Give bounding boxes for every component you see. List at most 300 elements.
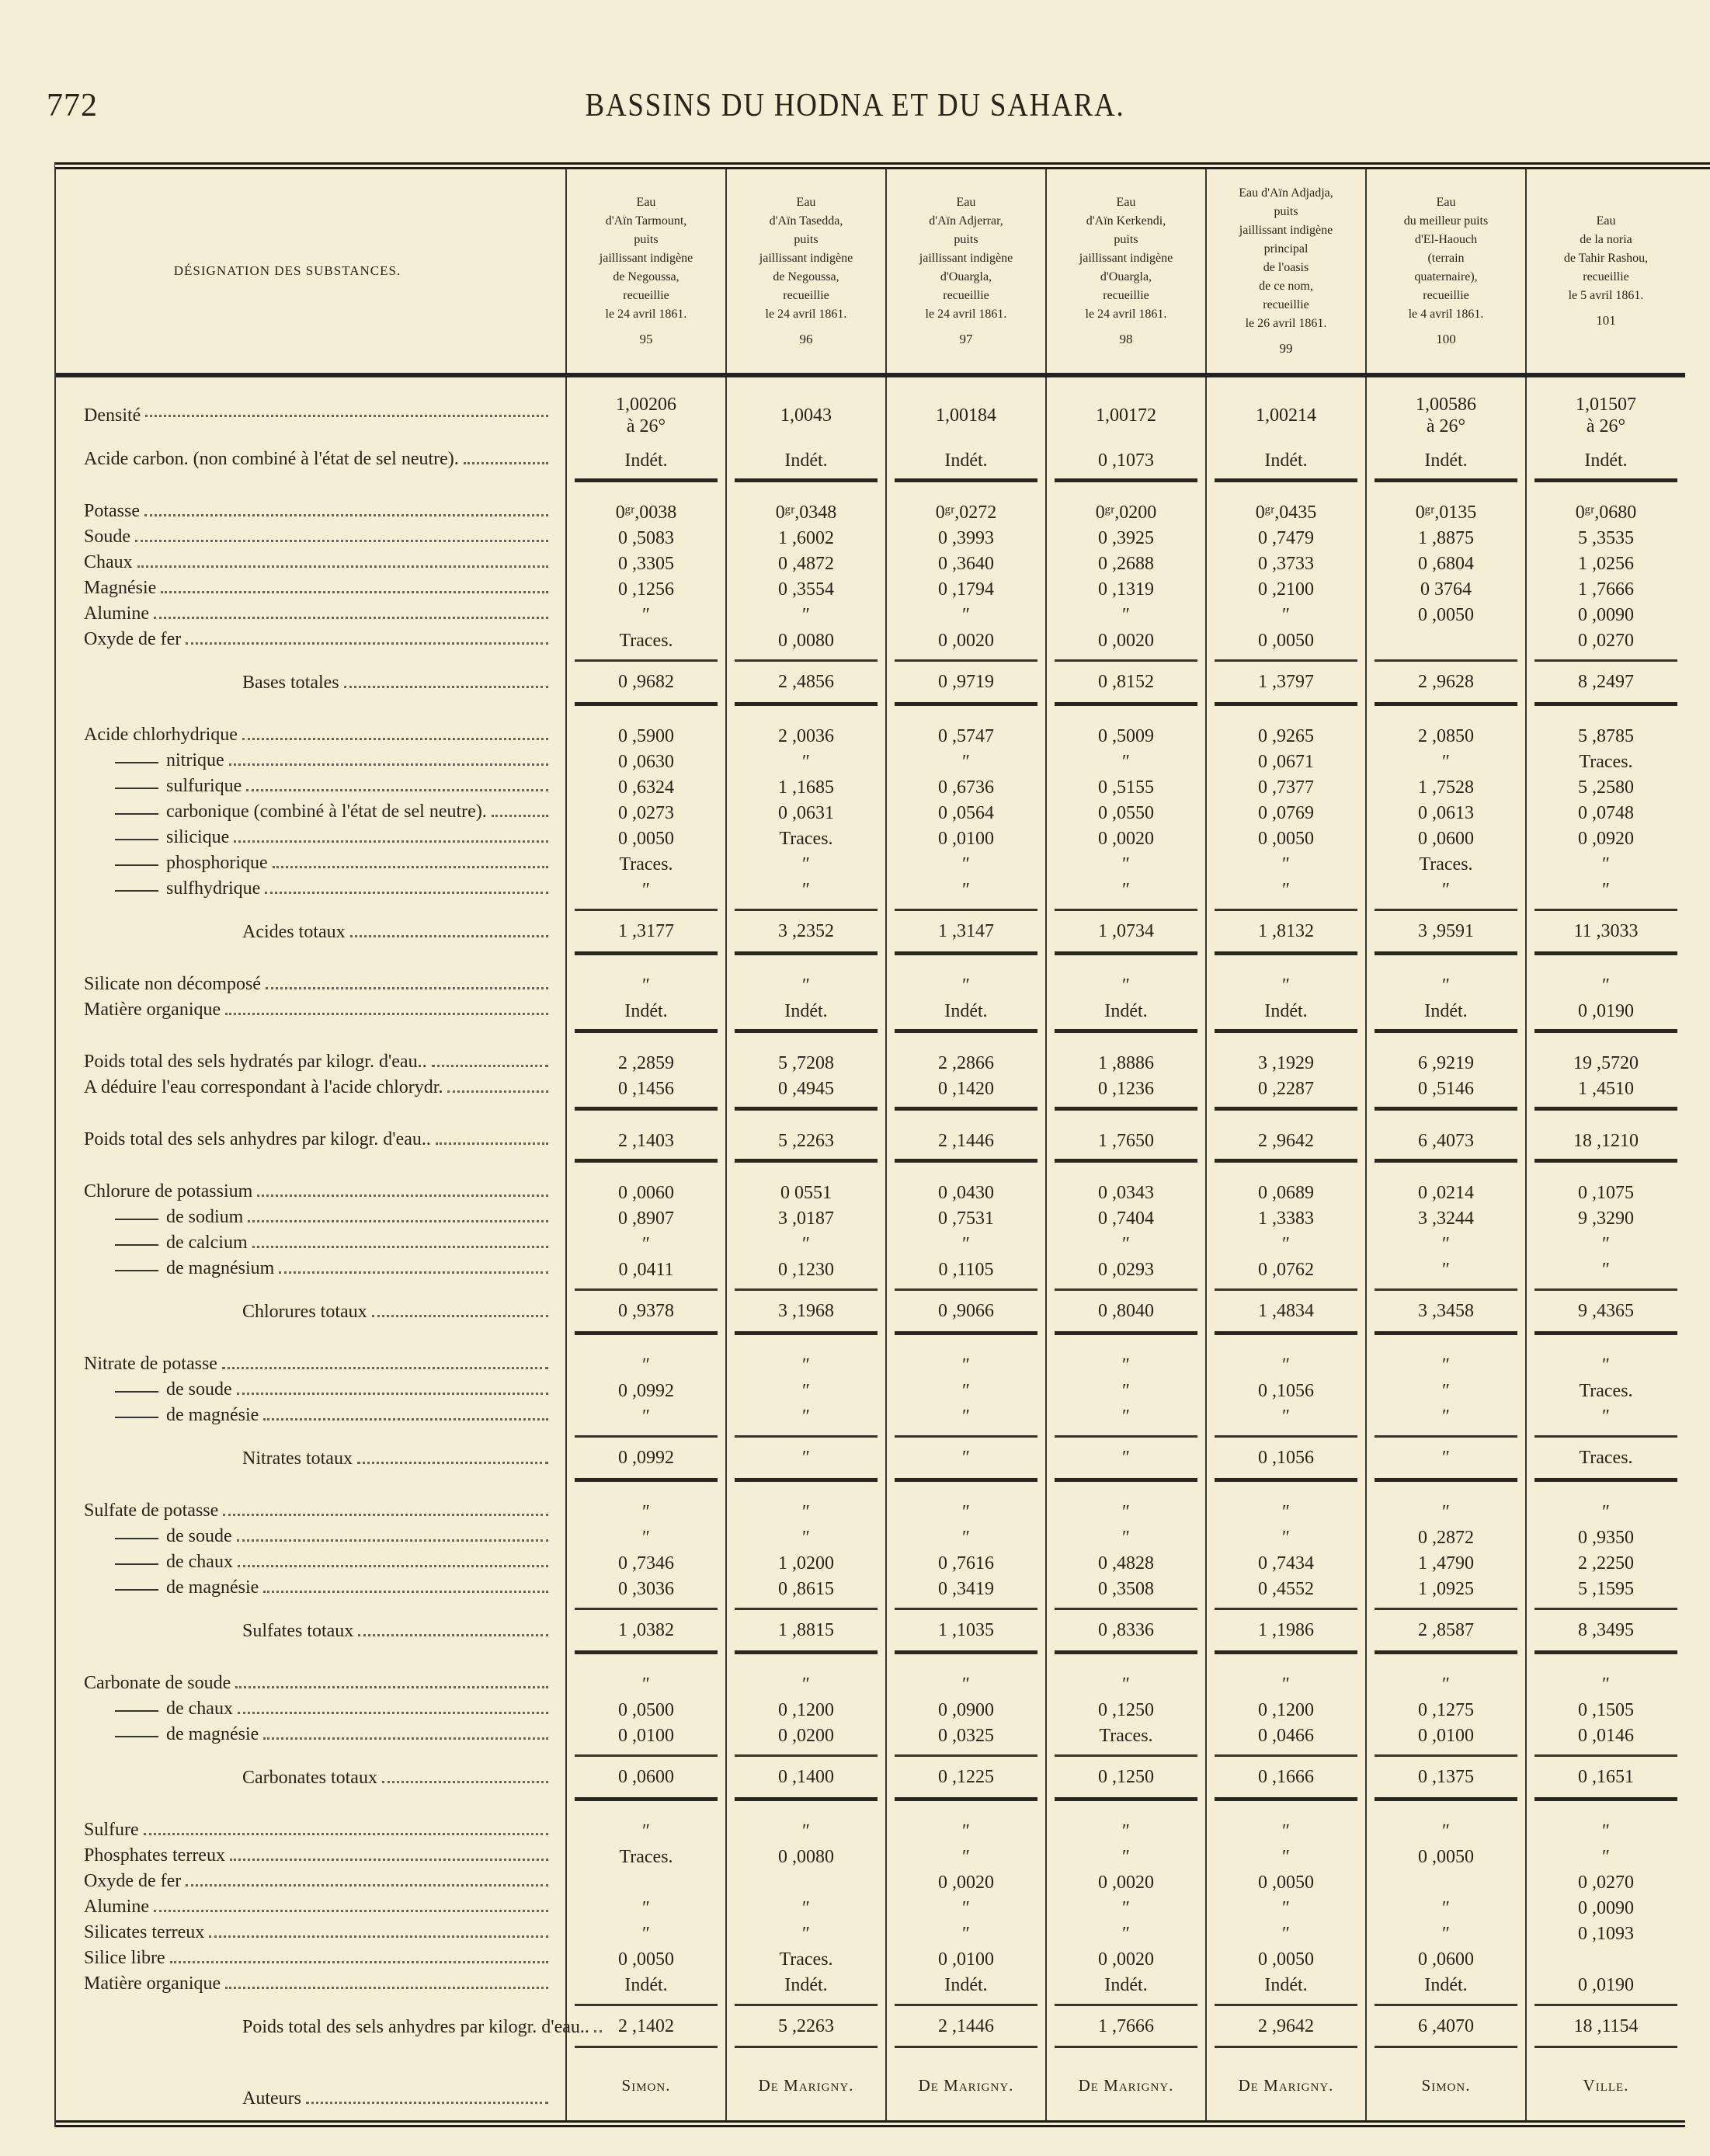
rule-segment [725, 1282, 885, 1296]
cell-spacer [1205, 1487, 1365, 1499]
rule-segment [885, 1282, 1045, 1296]
cell-spacer [1205, 1340, 1365, 1352]
spacer-row [56, 1115, 1685, 1128]
spacer-row [56, 2113, 1685, 2120]
rule-segment [885, 1024, 1045, 1038]
row-label [56, 826, 565, 851]
value-cell: ″ [1365, 1378, 1525, 1403]
dot-leader [222, 1367, 548, 1369]
value-cell: ″ [1365, 749, 1525, 774]
row-label-text: de magnésie [166, 1577, 259, 1598]
value-cell: 0 ,0020 [1045, 628, 1205, 653]
value-cell: 8 ,2497 [1525, 667, 1685, 697]
table-row [56, 800, 1685, 826]
value-cell: 0 ,8152 [1045, 667, 1205, 697]
dot-leader [357, 1462, 548, 1464]
value-cell: 2 ,0850 [1365, 723, 1525, 749]
cell-spacer [565, 1659, 725, 1671]
value-cell: Indét. [565, 447, 725, 473]
ditto-dash [115, 813, 158, 815]
table-row [56, 972, 1685, 998]
value-cell: 2 ,9642 [1205, 1128, 1365, 1153]
cell-spacer [885, 1340, 1045, 1352]
rule-segment [1525, 902, 1685, 916]
dot-leader [358, 1634, 548, 1636]
column-number: 95 [639, 332, 653, 346]
cell-spacer [885, 377, 1045, 384]
ditto-dash [115, 839, 158, 840]
column-header [1205, 169, 1365, 373]
label-spacer [56, 2041, 565, 2052]
value-cell: 9 ,3290 [1525, 1205, 1685, 1231]
rule-segment [1205, 1024, 1365, 1038]
rule-segment [725, 1998, 885, 2012]
page-number: 772 [47, 88, 98, 123]
value-cell: ″ [565, 1895, 725, 1921]
value-cell: 0 ,0613 [1365, 800, 1525, 826]
row-label [56, 1499, 565, 1525]
rule-segment [565, 697, 725, 711]
value-cell: 0 ,0050 [1205, 1869, 1365, 1895]
value-cell: Simon. [565, 2058, 725, 2113]
cell-spacer [725, 960, 885, 972]
spacer-row [56, 1487, 1685, 1499]
table-row [56, 1671, 1685, 1697]
value-cell: 0 ,0100 [885, 1946, 1045, 1972]
row-label [56, 1231, 565, 1257]
row-label-text: de magnésie [166, 1724, 259, 1744]
cell-spacer [1365, 960, 1525, 972]
table-row [56, 1946, 1685, 1972]
cell-spacer [565, 2113, 725, 2120]
rule-row [56, 1748, 1685, 1762]
rule-segment [1365, 1601, 1525, 1615]
value-cell: Indét. [725, 1972, 885, 1998]
rule-segment [725, 1792, 885, 1806]
row-label-text: silicique [166, 827, 230, 847]
value-cell: ″ [725, 877, 885, 902]
row-label [56, 499, 565, 525]
value-cell: ″ [1045, 877, 1205, 902]
value-cell: 3 ,9591 [1365, 916, 1525, 946]
rule-segment [1045, 946, 1205, 960]
value-cell: 0 ,2872 [1365, 1525, 1525, 1550]
value-cell: 0 ,4552 [1205, 1576, 1365, 1601]
value-cell: 19 ,5720 [1525, 1050, 1685, 1076]
value-cell: ″ [1045, 749, 1205, 774]
value-cell [1365, 1869, 1525, 1895]
rule-segment [725, 1024, 885, 1038]
rule-segment [725, 697, 885, 711]
table-row [56, 1723, 1685, 1748]
rule-row [56, 1153, 1685, 1167]
cell-spacer [1045, 1806, 1205, 1818]
value-cell: 2 ,2250 [1525, 1550, 1685, 1576]
value-cell: 0 ,9719 [885, 667, 1045, 697]
row-label-text: Sulfates totaux [242, 1621, 354, 1641]
row-label [56, 1352, 565, 1378]
dot-leader [230, 1859, 548, 1861]
value-cell: ″ [725, 1818, 885, 1844]
value-cell: 0 ,0325 [885, 1723, 1045, 1748]
value-cell: ″ [1205, 1818, 1365, 1844]
value-cell: ″ [1525, 1257, 1685, 1282]
rule-segment [1525, 1792, 1685, 1806]
value-cell: ″ [1525, 877, 1685, 902]
value-cell: 0 ,9265 [1205, 723, 1365, 749]
table-row [56, 1205, 1685, 1231]
value-cell: Indét. [725, 447, 885, 473]
rule-segment [565, 1429, 725, 1443]
value-cell: 1 ,4790 [1365, 1550, 1525, 1576]
rule-row [56, 902, 1685, 916]
dot-leader [144, 1833, 548, 1835]
value-cell: 1 ,0200 [725, 1550, 885, 1576]
value-cell: 0 ,0020 [1045, 826, 1205, 851]
value-cell: 0 ,1250 [1045, 1762, 1205, 1792]
cell-spacer [1525, 1038, 1685, 1050]
rule-segment [1205, 1645, 1365, 1659]
rule-segment [885, 1326, 1045, 1340]
value-cell: ″ [1365, 877, 1525, 902]
rule-segment [1365, 1429, 1525, 1443]
value-cell: 1 ,7666 [1525, 576, 1685, 602]
row-label-text: Phosphates terreux [84, 1845, 225, 1866]
cell-spacer [1045, 377, 1205, 384]
dot-leader [242, 738, 548, 740]
rule-segment [1525, 1748, 1685, 1762]
total-row [56, 2012, 1685, 2041]
row-label-text: Densité [84, 405, 141, 426]
value-cell: 0 ,2100 [1205, 576, 1365, 602]
rule-segment [885, 653, 1045, 667]
value-cell: 0 ,7377 [1205, 774, 1365, 800]
value-cell: ″ [885, 1443, 1045, 1473]
value-cell: 0 ,0200 [725, 1723, 885, 1748]
rule-segment [1045, 1601, 1205, 1615]
rule-segment [1365, 1153, 1525, 1167]
value-cell: 1 ,8815 [725, 1615, 885, 1645]
row-label [56, 972, 565, 998]
cell-spacer [885, 1487, 1045, 1499]
value-cell: 0 ,0146 [1525, 1723, 1685, 1748]
rule-segment [1205, 697, 1365, 711]
row-label-text: de magnésie [166, 1405, 259, 1425]
value-cell: 0 ,1225 [885, 1762, 1045, 1792]
row-label [56, 1296, 565, 1326]
value-cell: 0 ,2287 [1205, 1076, 1365, 1101]
value-cell: 0 ,1056 [1205, 1443, 1365, 1473]
authors-row [56, 2058, 1685, 2113]
rule-segment [565, 473, 725, 487]
value-cell: 0 ,0550 [1045, 800, 1205, 826]
value-cell: 0 ,1319 [1045, 576, 1205, 602]
value-cell: ″ [725, 1231, 885, 1257]
cell-spacer [1205, 1659, 1365, 1671]
rule-segment [565, 1792, 725, 1806]
total-row [56, 1296, 1685, 1326]
rule-segment [1365, 1024, 1525, 1038]
rule-segment [1365, 1282, 1525, 1296]
rule-segment [1205, 1998, 1365, 2012]
row-label [56, 1615, 565, 1645]
value-cell: 0 ,1236 [1045, 1076, 1205, 1101]
cell-spacer [1525, 1806, 1685, 1818]
rule-row [56, 653, 1685, 667]
cell-spacer [1365, 1340, 1525, 1352]
value-cell: Indét. [885, 998, 1045, 1024]
rule-segment [565, 1101, 725, 1115]
cell-spacer [1045, 1487, 1205, 1499]
rule-segment [1205, 1473, 1365, 1487]
label-spacer [56, 1115, 565, 1128]
ditto-dash [115, 1417, 158, 1418]
value-cell: 0 ,4872 [725, 551, 885, 576]
cell-spacer [1525, 960, 1685, 972]
value-cell: ″ [1525, 972, 1685, 998]
row-label-text: Poids total des sels anhydres par kilogr. d'eau.. [84, 1129, 431, 1149]
row-label-text: Oxyde de fer [84, 1871, 182, 1891]
dot-leader [464, 462, 548, 464]
value-cell: ″ [725, 1895, 885, 1921]
analysis-table [54, 162, 1710, 2127]
cell-spacer [1205, 1167, 1365, 1180]
table-row [56, 1231, 1685, 1257]
value-cell: ″ [725, 1352, 885, 1378]
row-label-text: Carbonate de soude [84, 1673, 231, 1693]
cell-spacer [1365, 1806, 1525, 1818]
value-cell: Indét. [1365, 998, 1525, 1024]
rule-segment [1365, 473, 1525, 487]
row-label-text: Carbonates totaux [242, 1768, 377, 1788]
value-cell: 3 ,3458 [1365, 1296, 1525, 1326]
value-cell: 0 ,3036 [565, 1576, 725, 1601]
rule-segment [725, 946, 885, 960]
cell-spacer [725, 1115, 885, 1128]
rule-segment [725, 902, 885, 916]
rule-row [56, 1792, 1685, 1806]
cell-spacer [1205, 487, 1365, 499]
value-cell: 0 ,0600 [1365, 826, 1525, 851]
value-cell: 0 ,1105 [885, 1257, 1045, 1282]
value-cell: 2 ,1446 [885, 2012, 1045, 2041]
row-label [56, 1921, 565, 1946]
cell-spacer [1525, 2052, 1685, 2058]
value-cell: 0 ,0920 [1525, 826, 1685, 851]
dot-leader [252, 1246, 548, 1248]
cell-spacer [1525, 1487, 1685, 1499]
cell-spacer [565, 1487, 725, 1499]
row-label-text: nitrique [166, 750, 224, 770]
value-cell: Indét. [1045, 998, 1205, 1024]
dot-leader [263, 1418, 548, 1421]
row-label [56, 877, 565, 902]
ditto-dash [115, 1219, 158, 1220]
value-cell: ″ [725, 602, 885, 628]
dot-leader [186, 1884, 548, 1886]
row-label [56, 1257, 565, 1282]
value-cell: Traces. [725, 1946, 885, 1972]
value-cell: 0 ,0020 [1045, 1869, 1205, 1895]
value-cell: 0 ,0190 [1525, 1972, 1685, 1998]
rule-segment [1525, 1282, 1685, 1296]
value-cell: ″ [885, 749, 1045, 774]
value-cell: ″ [885, 851, 1045, 877]
column-header [725, 169, 885, 373]
value-cell: ″ [1045, 1895, 1205, 1921]
value-cell: 5 ,2263 [725, 1128, 885, 1153]
value-cell: 0 ,0273 [565, 800, 725, 826]
value-cell: 0 ,0343 [1045, 1180, 1205, 1205]
rule-segment [1045, 1998, 1205, 2012]
value-cell: 0 ,8336 [1045, 1615, 1205, 1645]
value-cell: 0 ,1200 [1205, 1697, 1365, 1723]
value-cell: Indét. [1365, 447, 1525, 473]
table-row [56, 1844, 1685, 1869]
rule-segment [1365, 2041, 1525, 2052]
table-row [56, 1378, 1685, 1403]
value-cell: ″ [1525, 1671, 1685, 1697]
row-label-text: de chaux [166, 1699, 233, 1719]
value-cell: 5 ,7208 [725, 1050, 885, 1076]
label-spacer [56, 1998, 565, 2012]
value-cell: 5 ,2263 [725, 2012, 885, 2041]
label-spacer [56, 1167, 565, 1180]
label-spacer [56, 2113, 565, 2120]
value-cell: ″ [885, 1895, 1045, 1921]
value-cell: ″ [1045, 1403, 1205, 1429]
value-cell [1365, 628, 1525, 653]
value-cell: 0 ,1794 [885, 576, 1045, 602]
cell-spacer [1525, 1167, 1685, 1180]
value-cell: ″ [1045, 1378, 1205, 1403]
rule-segment [725, 1429, 885, 1443]
value-cell: 0 ,1075 [1525, 1180, 1685, 1205]
value-cell: 0ᵍʳ,0348 [725, 499, 885, 525]
value-cell: ″ [1525, 1403, 1685, 1429]
value-cell: 0 ,0992 [565, 1378, 725, 1403]
table-row [56, 1050, 1685, 1076]
label-spacer [56, 653, 565, 667]
value-cell: ″ [725, 1671, 885, 1697]
rule-segment [725, 1101, 885, 1115]
ditto-dash [115, 1736, 158, 1737]
table-row [56, 1525, 1685, 1550]
row-label [56, 1818, 565, 1844]
table-row [56, 774, 1685, 800]
value-cell: ″ [1205, 1352, 1365, 1378]
rule-segment [565, 1153, 725, 1167]
table-row [56, 576, 1685, 602]
value-cell: ″ [1045, 1352, 1205, 1378]
label-spacer [56, 946, 565, 960]
rule-segment [565, 1282, 725, 1296]
value-cell: ″ [1045, 972, 1205, 998]
rule-segment [1365, 902, 1525, 916]
cell-spacer [1365, 711, 1525, 723]
label-spacer [56, 1340, 565, 1352]
cell-spacer [1045, 960, 1205, 972]
dot-leader [161, 591, 548, 593]
value-cell: 0 ,0769 [1205, 800, 1365, 826]
value-cell: 0 ,1230 [725, 1257, 885, 1282]
column-description: Eau d'Aïn Tarmount, puits jaillissant indigène de Negoussa, recueillie le 24 avril 1861. [599, 196, 693, 321]
dot-leader [145, 415, 548, 417]
value-cell: ″ [1045, 851, 1205, 877]
value-cell: 5 ,8785 [1525, 723, 1685, 749]
value-cell: 0 ,0689 [1205, 1180, 1365, 1205]
row-label-text: Matière organique [84, 1000, 221, 1020]
spacer-row [56, 1806, 1685, 1818]
cell-spacer [1045, 1167, 1205, 1180]
cell-spacer [885, 1038, 1045, 1050]
dot-leader [135, 540, 548, 542]
cell-spacer [885, 1115, 1045, 1128]
total-row [56, 667, 1685, 697]
rule-segment [565, 1601, 725, 1615]
rule-segment [1525, 1998, 1685, 2012]
value-cell: 0 ,1420 [885, 1076, 1045, 1101]
row-label-text: Bases totales [242, 673, 339, 693]
dot-leader [170, 1961, 548, 1963]
ditto-dash [115, 1270, 158, 1271]
rule-segment [1045, 2041, 1205, 2052]
spacer-row [56, 960, 1685, 972]
value-cell: 2 ,1402 [565, 2012, 725, 2041]
cell-spacer [725, 487, 885, 499]
table-row [56, 1869, 1685, 1895]
ditto-dash [115, 1391, 158, 1393]
dot-leader [266, 987, 548, 989]
value-cell: 0 ,0270 [1525, 628, 1685, 653]
value-cell: 2 ,9628 [1365, 667, 1525, 697]
rule-segment [565, 2041, 725, 2052]
value-cell: ″ [565, 1352, 725, 1378]
value-cell: ″ [1205, 1895, 1365, 1921]
table-row [56, 384, 1685, 447]
value-cell: 0 ,1200 [725, 1697, 885, 1723]
table-row [56, 447, 1685, 473]
dot-leader [436, 1142, 548, 1145]
value-cell: De Marigny. [1205, 2058, 1365, 2113]
value-cell: 1 ,0734 [1045, 916, 1205, 946]
table-row [56, 723, 1685, 749]
value-cell: 0 ,1505 [1525, 1697, 1685, 1723]
rule-segment [725, 1645, 885, 1659]
spacer-row [56, 377, 1685, 384]
value-cell: ″ [1045, 1818, 1205, 1844]
table-row [56, 1403, 1685, 1429]
rule-segment [1365, 653, 1525, 667]
value-cell: 3 ,1968 [725, 1296, 885, 1326]
value-cell: ″ [1045, 1844, 1205, 1869]
value-cell: ″ [725, 1921, 885, 1946]
value-cell: 2 ,0036 [725, 723, 885, 749]
table-row [56, 1818, 1685, 1844]
value-cell: 0 0551 [725, 1180, 885, 1205]
cell-spacer [1045, 2052, 1205, 2058]
cell-spacer [1045, 2113, 1205, 2120]
rule-segment [1365, 1101, 1525, 1115]
value-cell: 1 ,8886 [1045, 1050, 1205, 1076]
row-label-text: Magnésie [84, 578, 157, 598]
label-spacer [56, 1024, 565, 1038]
rule-segment [1365, 1792, 1525, 1806]
row-label-text: carbonique (combiné à l'état de sel neutre). [166, 802, 487, 822]
cell-spacer [565, 487, 725, 499]
cell-spacer [1045, 1115, 1205, 1128]
dot-leader [372, 1315, 548, 1317]
